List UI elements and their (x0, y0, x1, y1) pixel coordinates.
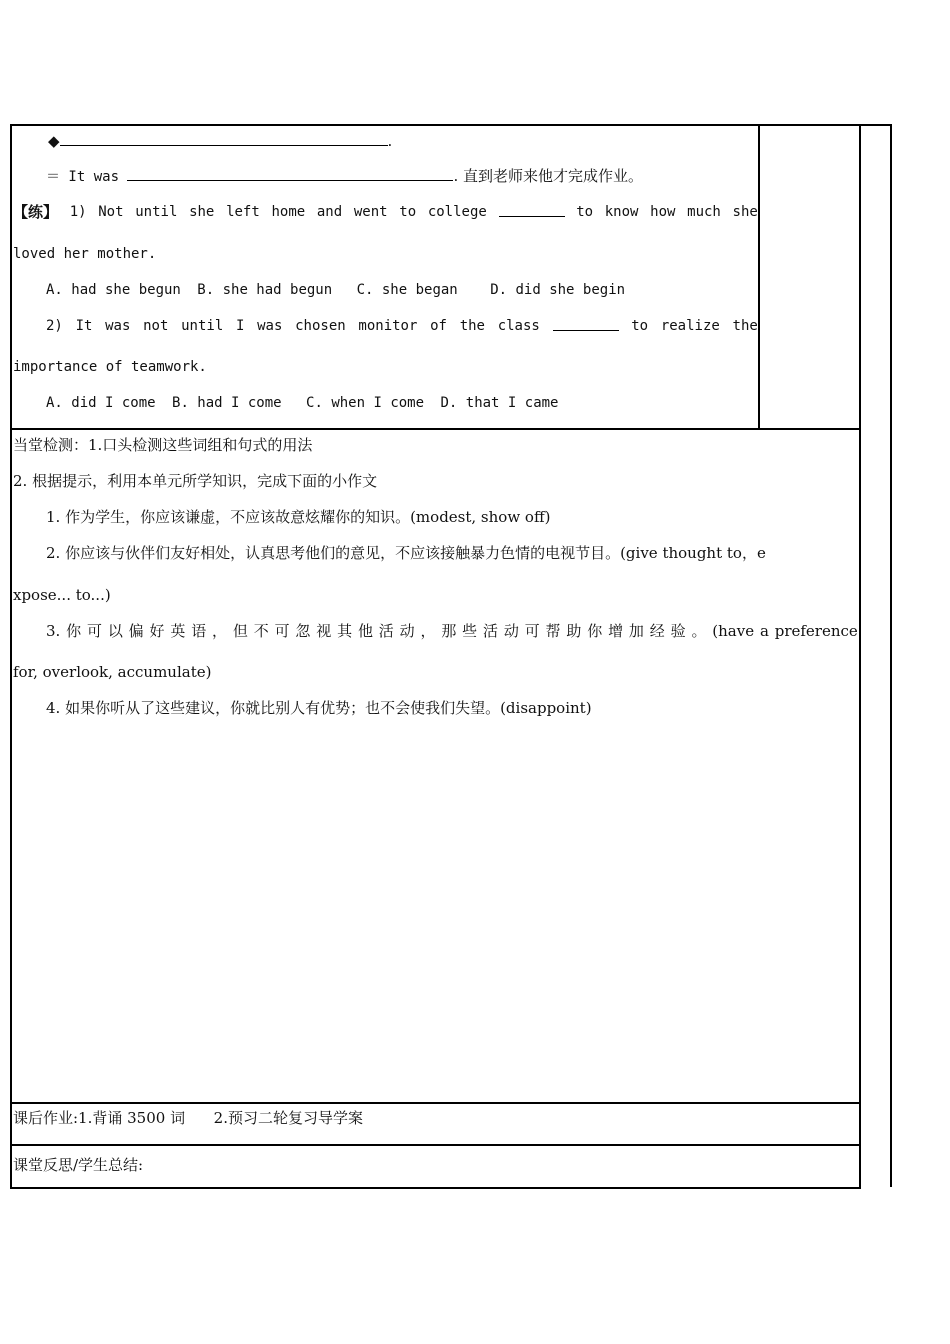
exercise-2-word: monitor (358, 318, 418, 334)
answer-blank-2[interactable] (127, 166, 453, 181)
check-item-3-part: 活 (378, 622, 394, 640)
homework-row: 课后作业:1.背诵 3500 词 2.预习二轮复习导学案 (13, 1109, 363, 1127)
exercise-2-word: 2) (46, 318, 63, 334)
check-item-3-part: 可 (274, 622, 290, 640)
exercise-1-word: she (732, 204, 758, 220)
check-item-1: 1. 作为学生，你应该谦虚，不应该故意炫耀你的知识。(modest, show off) (46, 508, 551, 526)
answer-line-2-suffix: . 直到老师来他才完成作业。 (453, 167, 643, 185)
check-item-3-part: 验 (670, 622, 686, 640)
exercise-2-continuation: importance of teamwork. (13, 359, 207, 375)
exercise-2-line (46, 316, 758, 336)
exercise-1-word: and (316, 204, 343, 220)
exercise-2-word: realize (660, 318, 720, 334)
check-item-3-part: 动 (503, 622, 519, 640)
check-item-3-part: 以 (107, 622, 123, 640)
exercise-1-word: to (576, 204, 594, 220)
check-item-3-part: ， (420, 622, 436, 640)
exercise-1-blank[interactable] (499, 202, 565, 217)
option-a: A. had she begun (46, 282, 181, 298)
check-title: 当堂检测：1.口头检测这些词组和句式的用法 (13, 436, 313, 454)
exercise-2-word: was (257, 318, 283, 334)
check-item-3-part: 其 (337, 622, 353, 640)
option-b: B. had I come (172, 395, 282, 411)
exercise-2-word: It (75, 318, 93, 334)
exercise-2-options (46, 393, 559, 413)
border-bottom (10, 1187, 861, 1189)
check-item-3-part: 那 (441, 622, 457, 640)
answer-line-2 (46, 166, 643, 187)
exercise-1-word: home (271, 204, 306, 220)
exercise-1-word: college (427, 204, 487, 220)
exercise-2-word: not (143, 318, 169, 334)
exercise-1-word: she (189, 204, 215, 220)
check-item-3-part: (have (712, 622, 755, 640)
check-item-3-part: 经 (649, 622, 665, 640)
border-row-2 (10, 1102, 861, 1104)
exercise-1-word: Not (98, 204, 124, 220)
exercise-2-word: to (631, 318, 649, 334)
check-item-3-part: a (759, 622, 769, 640)
exercise-1-word: much (687, 204, 721, 220)
exercise-2-word: of (430, 318, 447, 334)
answer-line-1 (48, 131, 392, 151)
exercise-2-word: the (732, 318, 758, 334)
option-a: A. did I come (46, 395, 156, 411)
check-item-3-part: 忽 (295, 622, 311, 640)
option-b: B. she had begun (197, 282, 333, 298)
exercise-2-word: was (105, 318, 131, 334)
check-item-3-part: 些 (462, 622, 478, 640)
exercise-1-word: to (399, 204, 417, 220)
exercise-2-word: until (181, 318, 224, 334)
diamond-icon: ◆ (48, 132, 60, 150)
check-item-3-part: 视 (316, 622, 332, 640)
option-c: C. she began (356, 282, 458, 298)
check-item-3-part: 你 (66, 622, 82, 640)
check-item-3-part: 可 (86, 622, 102, 640)
answer-line-1-end: . (387, 132, 393, 150)
check-item-3 (46, 621, 858, 641)
exercise-2-word: class (497, 318, 540, 334)
exercise-bracket: 【练】 (13, 203, 59, 221)
border-row-1 (10, 428, 861, 430)
check-item-3-part: 可 (524, 622, 540, 640)
check-item-3-part: 。 (691, 622, 707, 640)
check-item-3-part: ， (212, 622, 228, 640)
check-item-3-part: 英 (170, 622, 186, 640)
exercise-2-word: I (235, 318, 245, 334)
check-item-3-part: 活 (483, 622, 499, 640)
check-item-3-part: 偏 (128, 622, 144, 640)
border-col-far-right (890, 124, 892, 1187)
exercise-2-word: chosen (295, 318, 346, 334)
answer-line-2-prefix: ＝ It was (46, 169, 120, 185)
exercise-1-line (13, 202, 758, 222)
check-item-4: 4. 如果你听从了这些建议，你就比别人有优势；也不会使我们失望。(disappoint) (46, 699, 592, 717)
check-item-3-part: 动 (399, 622, 415, 640)
check-item-3-part: 好 (149, 622, 165, 640)
check-task: 2. 根据提示，利用本单元所学知识，完成下面的小作文 (13, 472, 378, 490)
exercise-2-blank[interactable] (553, 316, 619, 331)
exercise-1-word: know (604, 204, 639, 220)
border-row-3 (10, 1144, 861, 1146)
reflection-row: 课堂反思/学生总结: (13, 1156, 144, 1174)
check-item-3-part: 他 (357, 622, 373, 640)
check-item-2-continuation: xpose... to...) (13, 586, 111, 604)
check-item-3-part: 不 (253, 622, 269, 640)
check-item-3-part: 你 (587, 622, 603, 640)
exercise-1-word: left (226, 204, 260, 220)
border-left (10, 124, 12, 1189)
check-item-2: 2. 你应该与伙伴们友好相处，认真思考他们的意见，不应该接触暴力色情的电视节目。(give thought to，e (46, 544, 766, 562)
check-item-3-part: 但 (232, 622, 248, 640)
exercise-2-word: the (459, 318, 485, 334)
exercise-1-word: how (650, 204, 676, 220)
option-d: D. did she begin (490, 282, 626, 298)
check-item-3-part: 助 (566, 622, 582, 640)
option-d: D. that I came (440, 395, 559, 411)
exercise-1-word: until (135, 204, 178, 220)
exercise-1-word: 1) (69, 204, 87, 220)
check-item-3-part: 3. (46, 622, 61, 640)
exercise-1-word: went (353, 204, 388, 220)
check-item-3-continuation: for, overlook, accumulate) (13, 663, 212, 681)
check-item-3-part: 增 (608, 622, 624, 640)
option-c: C. when I come (306, 395, 425, 411)
exercise-1-continuation: loved her mother. (13, 246, 157, 262)
answer-blank-1[interactable] (60, 131, 388, 146)
check-item-3-part: 加 (628, 622, 644, 640)
border-col-upper-right (758, 124, 760, 430)
exercise-1-options (46, 280, 625, 300)
check-item-3-part: 语 (191, 622, 207, 640)
check-item-3-part: preference (774, 622, 858, 640)
check-item-3-part: 帮 (545, 622, 561, 640)
border-col-main-right (859, 124, 861, 1189)
